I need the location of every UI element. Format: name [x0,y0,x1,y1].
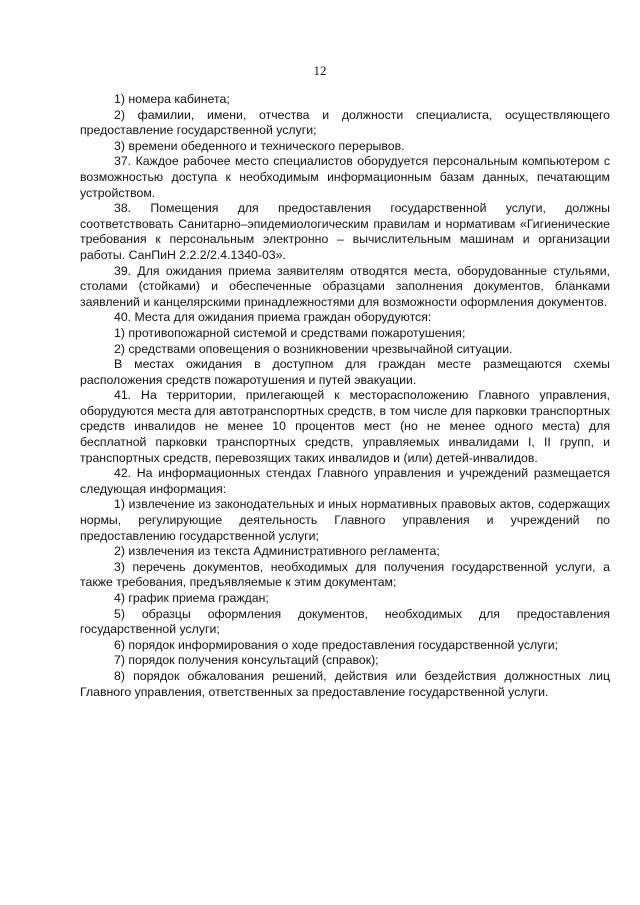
paragraph: 1) противопожарной системой и средствами пожаротушения; [114,325,466,340]
paragraph: 1) номера кабинета; [114,92,230,106]
paragraph: 3) времени обеденного и технического перерывов. [114,138,405,153]
paragraph: В местах ожидания в доступном для граждан месте размещаются схемы расположения средств пожаротушения и путей эвакуации. [80,357,610,387]
paragraph: 6) порядок информирования о ходе предоставления государственной услуги; [114,637,559,652]
paragraph: 38. Помещения для предоставления государственной услуги, должны соответствовать Санитарно–эпидемиологическим правилам и нормативам «Гигиенические требования к персональным электронно – вычислительным машинам и организации работы. СанПиН 2.2.2/2.4.1340-03». [80,201,610,262]
paragraph: 1) извлечение из законодательных и иных нормативных правовых актов, содержащих нормы, регулирующие деятельность Главного управления и учреждений по предоставлению государственной услуги; [80,497,610,543]
paragraph: 42. На информационных стендах Главного управления и учреждений размещается следующая информация: [80,466,610,496]
paragraph: 41. На территории, прилегающей к месторасположению Главного управления, оборудуются места для автотранспортных средств, в том числе для парковки транспортных средств инвалидов не менее 10 процентов мест (но не менее одного места) для бесплатной парковки транспортных средств, управляемых инвалидами I, II групп, и транспортных средств, перевозящих таких инвалидов и (или) детей-инвалидов. [80,388,610,465]
paragraph: 39. Для ожидания приема заявителям отводятся места, оборудованные стульями, столами (стойками) и обеспеченные образцами заполнения документов, бланками заявлений и канцелярскими принадлежностями для возможности оформления документов. [80,263,610,309]
paragraph: 2) фамилии, имени, отчества и должности специалиста, осуществляющего предоставление государственной услуги; [80,107,610,138]
paragraph: 2) извлечения из текста Административного регламента; [114,544,440,559]
paragraph: 4) график приема граждан; [114,591,269,605]
paragraph: 2) средствами оповещения о возникновении чрезвычайной ситуации. [114,341,513,356]
page-number: 12 [313,63,327,78]
paragraph: 37. Каждое рабочее место специалистов оборудуется персональным компьютером с возможностью доступа к необходимым информационным базам данных, печатающим устройством. [80,154,610,200]
paragraph: 40. Места для ожидания приема граждан оборудуются: [114,310,432,325]
paragraph: 7) порядок получения консультаций (справок); [114,653,379,668]
document-body [80,92,610,700]
paragraph: 5) образцы оформления документов, необходимых для предоставления государственной услуги; [80,606,610,637]
paragraph: 3) перечень документов, необходимых для получения государственной услуги, а также требования, предъявляемые к этим документам; [80,559,610,590]
paragraph: 8) порядок обжалования решений, действия или бездействия должностных лиц Главного управления, ответственных за предоставление государственной услуги. [80,668,610,699]
